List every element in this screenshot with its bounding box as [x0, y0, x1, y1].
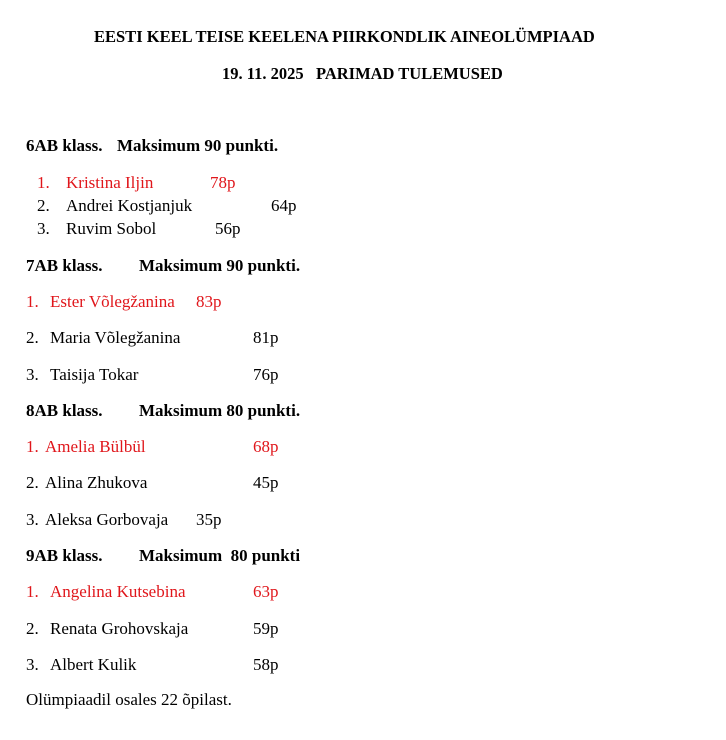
result-9ab-2-num: 2.: [26, 619, 39, 638]
result-6ab-1-num: 1.: [37, 173, 50, 192]
result-9ab-3-name: Albert Kulik: [50, 655, 137, 674]
result-8ab-3-name: Aleksa Gorbovaja: [45, 510, 169, 529]
result-8ab-3-num: 3.: [26, 510, 39, 529]
result-8ab-1-num: 1.: [26, 437, 39, 456]
result-6ab-3-name: Ruvim Sobol: [66, 219, 157, 238]
result-7ab-2-name: Maria Võlegžanina: [50, 328, 181, 347]
result-6ab-2-num: 2.: [37, 196, 50, 215]
result-9ab-3-num: 3.: [26, 655, 39, 674]
result-7ab-3-name: Taisija Tokar: [50, 365, 139, 384]
result-8ab-2-score: 45p: [253, 473, 279, 492]
result-7ab-3-score: 76p: [253, 365, 279, 384]
section-9ab-max: Maksimum 80 punkti: [139, 546, 301, 565]
section-6ab-class: 6AB klass.: [26, 136, 103, 155]
result-6ab-3-num: 3.: [37, 219, 50, 238]
result-9ab-2-score: 59p: [253, 619, 279, 638]
result-6ab-1-score: 78p: [210, 173, 236, 192]
result-9ab-2-name: Renata Grohovskaja: [50, 619, 189, 638]
result-8ab-1-name: Amelia Bülbül: [45, 437, 146, 456]
result-9ab-3-score: 58p: [253, 655, 279, 674]
section-8ab-class: 8AB klass.: [26, 401, 103, 420]
result-7ab-3-num: 3.: [26, 365, 39, 384]
result-9ab-1-name: Angelina Kutsebina: [50, 582, 186, 601]
result-8ab-2-num: 2.: [26, 473, 39, 492]
section-6ab-max: Maksimum 90 punkti.: [117, 136, 279, 155]
result-9ab-1-num: 1.: [26, 582, 39, 601]
result-9ab-1-score: 63p: [253, 582, 279, 601]
result-7ab-1-num: 1.: [26, 292, 39, 311]
section-9ab-class: 9AB klass.: [26, 546, 103, 565]
result-8ab-2-name: Alina Zhukova: [45, 473, 148, 492]
result-6ab-2-score: 64p: [271, 196, 297, 215]
document-subtitle: 19. 11. 2025 PARIMAD TULEMUSED: [222, 64, 503, 83]
section-7ab-max: Maksimum 90 punkti.: [139, 256, 301, 275]
participants-note: Olümpiaadil osales 22 õpilast.: [26, 690, 232, 709]
result-6ab-3-score: 56p: [215, 219, 241, 238]
result-6ab-1-name: Kristina Iljin: [66, 173, 154, 192]
result-7ab-1-name: Ester Võlegžanina: [50, 292, 175, 311]
result-6ab-2-name: Andrei Kostjanjuk: [66, 196, 193, 215]
result-7ab-2-num: 2.: [26, 328, 39, 347]
section-8ab-max: Maksimum 80 punkti.: [139, 401, 301, 420]
result-8ab-1-score: 68p: [253, 437, 279, 456]
section-7ab-class: 7AB klass.: [26, 256, 103, 275]
result-7ab-1-score: 83p: [196, 292, 222, 311]
result-8ab-3-score: 35p: [196, 510, 222, 529]
result-7ab-2-score: 81p: [253, 328, 279, 347]
document-title: EESTI KEEL TEISE KEELENA PIIRKONDLIK AINEOLÜMPIAAD: [94, 27, 595, 46]
